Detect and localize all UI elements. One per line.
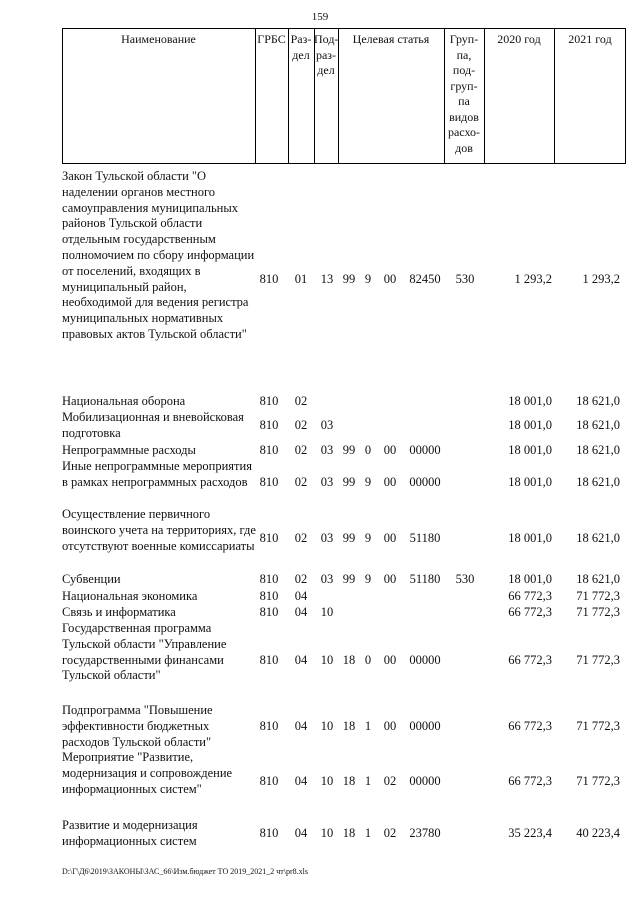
page-number: 159 [311, 11, 329, 23]
divider [338, 28, 339, 164]
cell-cs2: 1 [364, 826, 372, 840]
cell-cs4: 00000 [409, 475, 441, 489]
cell-v2021: 18 621,0 [576, 475, 620, 489]
row-name: Связь и информатика [62, 605, 176, 619]
row-name: Государственная программа Тульской области "Управление государственными финансами Тульской области" [62, 621, 227, 683]
header-2021: 2021 год [568, 32, 612, 46]
cell-grbs: 810 [259, 719, 279, 733]
cell-cs4: 51180 [409, 572, 441, 586]
row-name: Иные непрограммные мероприятия в рамках непрограммных расходов [62, 459, 252, 489]
cell-cs4: 51180 [409, 531, 441, 545]
cell-grbs: 810 [259, 475, 279, 489]
cell-pr: 10 [320, 719, 334, 733]
cell-rz: 04 [294, 774, 308, 788]
table-header [62, 28, 626, 164]
cell-v2021: 18 621,0 [576, 418, 620, 432]
cell-cs1: 18 [342, 774, 356, 788]
row-name: Национальная оборона [62, 394, 186, 408]
cell-rz: 04 [294, 826, 308, 840]
cell-rz: 02 [294, 394, 308, 408]
divider [255, 28, 256, 164]
header-target: Целевая статья [352, 32, 430, 46]
cell-grbs: 810 [259, 572, 279, 586]
cell-cs1: 99 [342, 272, 356, 286]
cell-cs1: 99 [342, 475, 356, 489]
cell-pr: 10 [320, 774, 334, 788]
cell-rz: 04 [294, 605, 308, 619]
cell-v2020: 66 772,3 [508, 653, 552, 667]
row-name: Подпрограмма "Повышение эффективности бюджетных расходов Тульской области" [62, 703, 213, 749]
cell-cs1: 18 [342, 826, 356, 840]
row-name: Непрограммные расходы [62, 443, 196, 457]
cell-v2021: 18 621,0 [576, 531, 620, 545]
cell-rz: 02 [294, 418, 308, 432]
cell-cs2: 0 [364, 653, 372, 667]
cell-cs1: 18 [342, 719, 356, 733]
cell-vr: 530 [455, 272, 475, 286]
cell-cs1: 99 [342, 443, 356, 457]
cell-grbs: 810 [259, 589, 279, 603]
cell-cs1: 18 [342, 653, 356, 667]
cell-pr: 10 [320, 826, 334, 840]
cell-v2020: 18 001,0 [508, 531, 552, 545]
cell-cs3: 00 [383, 653, 397, 667]
cell-pr: 10 [320, 605, 334, 619]
cell-cs1: 99 [342, 531, 356, 545]
row-name: Мероприятие "Развитие, модернизация и сопровождение информационных систем" [62, 750, 233, 796]
cell-v2021: 71 772,3 [576, 719, 620, 733]
cell-cs4: 00000 [409, 774, 441, 788]
cell-v2021: 71 772,3 [576, 605, 620, 619]
header-name: Наименование [121, 32, 196, 46]
cell-v2020: 66 772,3 [508, 589, 552, 603]
header-2020: 2020 год [497, 32, 541, 46]
cell-rz: 04 [294, 653, 308, 667]
cell-v2020: 66 772,3 [508, 605, 552, 619]
cell-cs1: 99 [342, 572, 356, 586]
cell-pr: 03 [320, 418, 334, 432]
cell-cs2: 9 [364, 272, 372, 286]
cell-rz: 04 [294, 589, 308, 603]
cell-grbs: 810 [259, 418, 279, 432]
cell-cs4: 23780 [409, 826, 441, 840]
cell-cs4: 00000 [409, 443, 441, 457]
cell-v2020: 35 223,4 [508, 826, 552, 840]
cell-grbs: 810 [259, 774, 279, 788]
cell-v2021: 40 223,4 [576, 826, 620, 840]
header-razdel: Раз- дел [290, 32, 312, 62]
cell-cs2: 1 [364, 774, 372, 788]
cell-pr: 03 [320, 443, 334, 457]
cell-v2021: 71 772,3 [576, 589, 620, 603]
cell-cs2: 1 [364, 719, 372, 733]
cell-v2020: 66 772,3 [508, 719, 552, 733]
cell-cs2: 9 [364, 475, 372, 489]
cell-cs4: 82450 [409, 272, 441, 286]
cell-v2021: 71 772,3 [576, 774, 620, 788]
header-border [62, 28, 626, 164]
cell-v2020: 1 293,2 [514, 272, 552, 286]
cell-v2021: 18 621,0 [576, 572, 620, 586]
cell-grbs: 810 [259, 605, 279, 619]
cell-v2020: 66 772,3 [508, 774, 552, 788]
cell-pr: 10 [320, 653, 334, 667]
file-path-footer: D:\Г\Д6\2019\ЗАКОНЫ\ЗАС_66\Изм.бюджет ТО 2019_2021_2 чт\pr8.xls [62, 867, 308, 876]
cell-v2021: 18 621,0 [576, 443, 620, 457]
cell-grbs: 810 [259, 394, 279, 408]
cell-pr: 03 [320, 531, 334, 545]
cell-cs4: 00000 [409, 653, 441, 667]
cell-pr: 03 [320, 572, 334, 586]
cell-vr: 530 [455, 572, 475, 586]
cell-rz: 02 [294, 531, 308, 545]
cell-rz: 04 [294, 719, 308, 733]
cell-grbs: 810 [259, 531, 279, 545]
header-grbs: ГРБС [257, 32, 286, 46]
row-name: Осуществление первичного воинского учета на территориях, где отсутствуют военные комиссариаты [62, 507, 256, 553]
cell-grbs: 810 [259, 272, 279, 286]
cell-cs3: 00 [383, 719, 397, 733]
cell-cs2: 9 [364, 572, 372, 586]
row-name: Субвенции [62, 572, 121, 586]
cell-rz: 01 [294, 272, 308, 286]
header-podrazdel: Под- раз- дел [314, 32, 339, 77]
cell-v2020: 18 001,0 [508, 443, 552, 457]
cell-cs3: 00 [383, 272, 397, 286]
cell-cs3: 00 [383, 531, 397, 545]
cell-v2020: 18 001,0 [508, 394, 552, 408]
cell-pr: 13 [320, 272, 334, 286]
cell-v2020: 18 001,0 [508, 572, 552, 586]
cell-grbs: 810 [259, 826, 279, 840]
cell-cs3: 00 [383, 443, 397, 457]
cell-v2021: 1 293,2 [582, 272, 620, 286]
cell-cs3: 00 [383, 572, 397, 586]
cell-cs3: 00 [383, 475, 397, 489]
cell-cs2: 0 [364, 443, 372, 457]
cell-grbs: 810 [259, 443, 279, 457]
cell-cs4: 00000 [409, 719, 441, 733]
cell-v2021: 71 772,3 [576, 653, 620, 667]
cell-rz: 02 [294, 475, 308, 489]
row-name: Национальная экономика [62, 589, 198, 603]
cell-v2020: 18 001,0 [508, 418, 552, 432]
cell-pr: 03 [320, 475, 334, 489]
cell-cs3: 02 [383, 826, 397, 840]
cell-rz: 02 [294, 572, 308, 586]
row-name: Закон Тульской области "О наделении органов местного самоуправления муниципальных районов Тульской области отдельным государственным полномочием по сбору информации от поселений, входящих в муниципальный район, необходимой для ведения регистра муниципальных нормативных правовых актов Тульской области" [62, 169, 255, 341]
cell-grbs: 810 [259, 653, 279, 667]
cell-cs3: 02 [383, 774, 397, 788]
divider [484, 28, 485, 164]
cell-v2020: 18 001,0 [508, 475, 552, 489]
header-group: Груп- па, под- груп- па видов расхо- дов [447, 32, 481, 155]
cell-rz: 02 [294, 443, 308, 457]
cell-cs2: 9 [364, 531, 372, 545]
divider [554, 28, 555, 164]
row-name: Развитие и модернизация информационных систем [62, 818, 198, 848]
row-name: Мобилизационная и вневойсковая подготовка [62, 410, 244, 440]
cell-v2021: 18 621,0 [576, 394, 620, 408]
